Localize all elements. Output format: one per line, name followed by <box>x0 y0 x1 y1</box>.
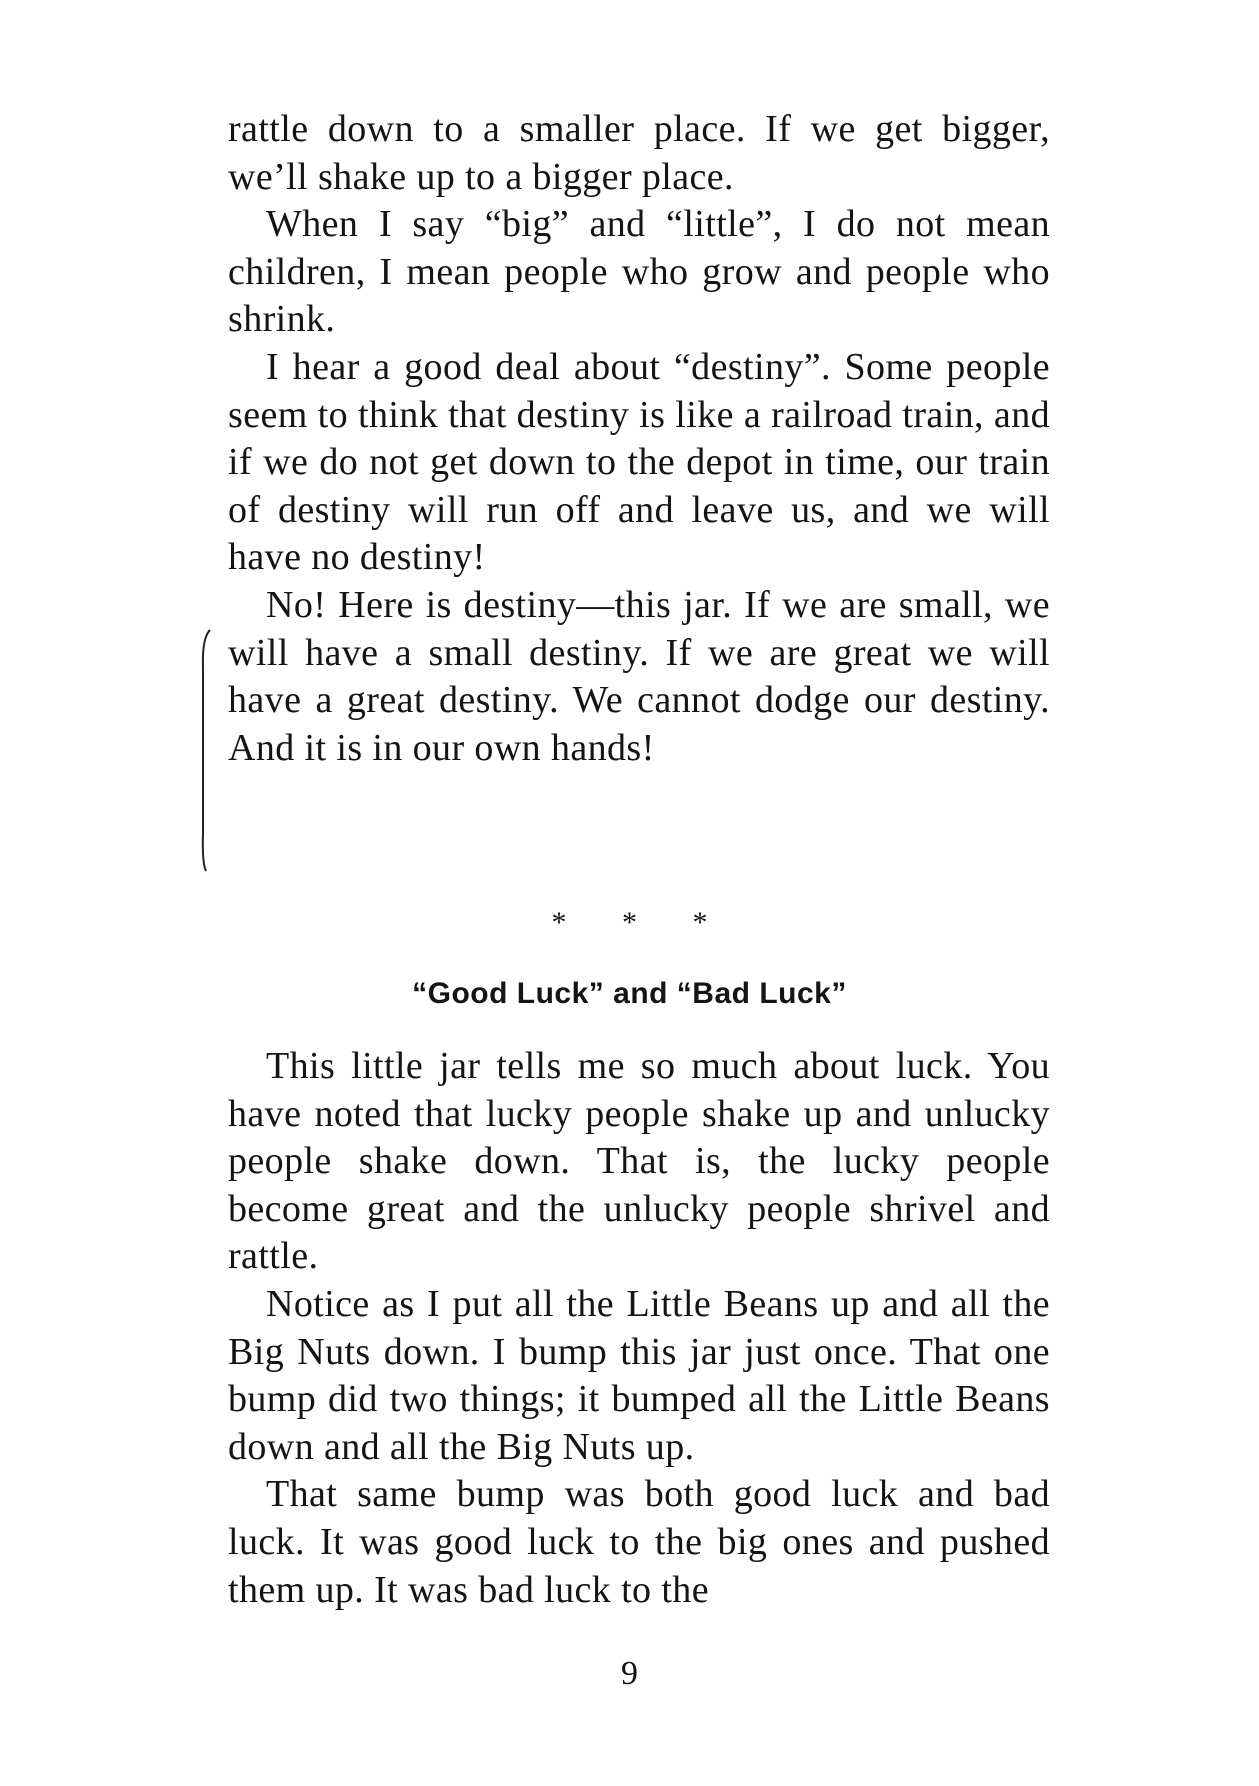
section-break: * * * <box>551 906 732 939</box>
paragraph: When I say “big” and “little”, I do not mean children, I mean people who grow and people who shrink. <box>228 203 1050 341</box>
paragraph: This little jar tells me so much about luck. You have noted that lucky people shake up and unlucky people shake down. That is, the lucky people become great and the unlucky people shrivel and rattle. <box>228 1045 1050 1278</box>
text-block-bottom <box>228 1043 1050 1614</box>
paragraph: rattle down to a smaller place. If we get bigger, we’ll shake up to a bigger place. <box>228 108 1050 198</box>
paragraph: No! Here is destiny—this jar. If we are small, we will have a small destiny. If we are great we will have a great destiny. We cannot dodge our destiny. And it is in our own hands! <box>228 583 1050 769</box>
margin-bracket-mark <box>200 628 212 873</box>
text-block-top <box>228 106 1050 772</box>
paragraph: That same bump was both good luck and bad luck. It was good luck to the big ones and pushed them up. It was bad luck to the <box>228 1473 1050 1611</box>
paragraph: I hear a good deal about “destiny”. Some people seem to think that destiny is like a railroad train, and if we do not get down to the depot in time, our train of destiny will run off and leave us, and we will have no destiny! <box>228 345 1050 579</box>
paragraph: Notice as I put all the Little Beans up and all the Big Nuts down. I bump this jar just once. That one bump did two things; it bumped all the Little Beans down and all the Big Nuts up. <box>228 1282 1050 1468</box>
page-number: 9 <box>621 1655 638 1692</box>
section-heading: “Good Luck” and “Bad Luck” <box>412 977 847 1010</box>
